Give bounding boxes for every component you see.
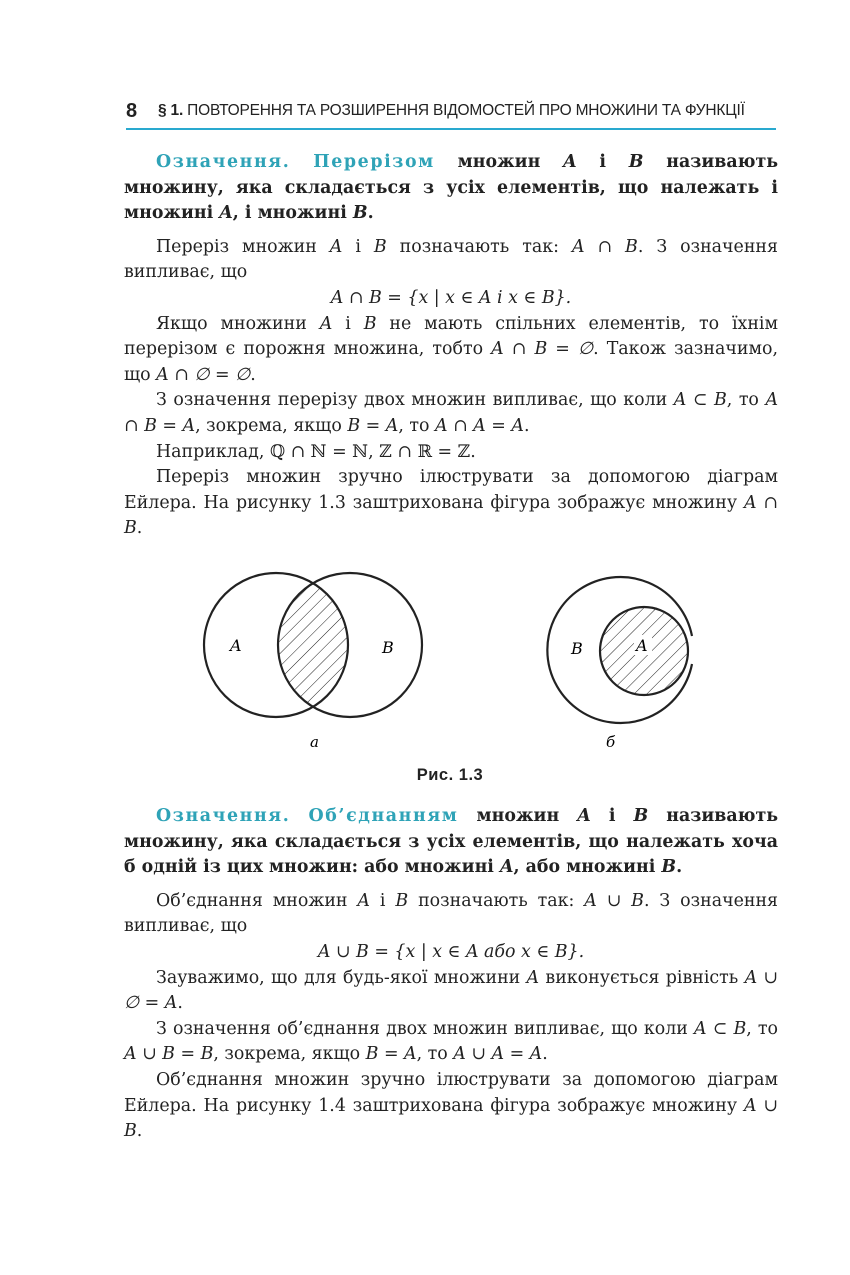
intersection-paragraph-5 [124,465,778,542]
subfigure-label-b: б [606,733,616,751]
diagram-a-intersection [204,573,422,751]
text: позначають так: [386,236,572,257]
def-text: і [590,806,634,826]
text: Зауважимо, що для будь-якої множини [156,967,527,988]
def-text: множин [458,806,578,826]
union-definition [124,804,778,881]
math-B: B [363,313,377,334]
math-expr: A ∪ ∅ = A [124,967,778,1014]
text: . [542,1044,548,1065]
math-expr: A ⊂ B [673,390,727,411]
math-B: B [352,203,368,224]
math-A: A [563,152,577,172]
def-text: , або множині [513,857,662,878]
math-expr: B = A [365,1044,417,1065]
text: не мають спільних елементів, то їхнім перерізом є порожня множина, тобто [124,313,779,360]
formula-text: A ∩ B = {x | x ∈ A і x ∈ B}. [330,287,572,308]
section-title-text: ПОВТОРЕННЯ ТА РОЗШИРЕННЯ ВІДОМОСТЕЙ ПРО МНОЖИНИ ТА ФУНКЦІЇ [187,102,745,119]
def-text: . [676,857,683,878]
label-B: B [571,639,583,658]
section-title [158,102,745,120]
section-mark: § 1. [158,102,184,119]
label-A: A [230,636,242,655]
definition-term: Об’єднанням [308,806,459,826]
text: , зокрема, якщо [195,415,348,436]
formula-text: A ∪ B = {x | x ∈ A або x ∈ B}. [317,941,585,962]
text: . [177,993,183,1014]
math-expr: A ∪ B = B [124,1044,214,1065]
union-formula [124,940,778,966]
def-text: називають множину, яка складається з усіх елементів, що належать і множині [124,152,779,224]
math-A: A [219,203,233,224]
text: , то [746,1018,779,1039]
union-paragraph-3 [124,1017,778,1068]
text: , то [416,1044,454,1065]
math-A: A [329,236,343,257]
math-expr: A ∩ B = A [124,390,778,436]
intersection-paragraph-3 [124,388,778,439]
math-B: B [661,857,677,878]
figure-caption: Рис. 1.3 [416,766,484,784]
text: , зокрема, якщо [213,1044,366,1065]
text: , то [726,390,766,411]
text: . З означення випливає, що [124,890,779,937]
text: , то [398,415,435,436]
intersection-formula [124,286,778,312]
text: Об’єднання множин зручно ілюструвати за допомогою діаграм Ейлера. На рисунку 1.4 заштрихована фігура зображує множину [124,1069,778,1116]
definition-label: Означення. [156,806,291,826]
def-text: . [367,203,374,224]
text: Якщо множини [156,313,320,334]
math-expr: A ⊂ B [694,1018,747,1039]
math-expr: A ∪ B [124,1095,778,1142]
def-text: і [576,152,629,172]
text: . Також зазначимо, що [124,339,778,385]
math-expr: A ∩ ∅ = ∅ [156,364,251,385]
subfigure-label-a: а [310,733,319,751]
math-expr: A ∪ B [584,890,644,911]
text: . З означення випливає, що [124,236,778,283]
text: і [369,890,396,911]
intersection-section [124,150,778,542]
text: . [250,364,256,385]
math-expr: A ∩ A = A [435,415,524,436]
text: . [136,1121,143,1142]
text: позначають так: [408,890,585,911]
page-number: 8 [126,100,138,122]
intersection-example: Наприклад, ℚ ∩ ℕ = ℕ, ℤ ∩ ℝ = ℤ. [156,441,476,462]
text: . [523,415,530,436]
intersection-paragraph-1 [124,235,778,286]
math-expr: A ∪ A = A [453,1044,543,1065]
text: Переріз множин [156,236,330,257]
math-expr: A ∩ B = ∅ [491,339,594,360]
text: З означення об’єднання двох множин випливає, що коли [156,1018,695,1039]
definition-term: Перерізом [313,152,435,172]
union-paragraph-2 [124,966,778,1017]
def-text: множин [434,152,564,172]
euler-diagram-figure [190,565,710,765]
text: . [136,518,143,539]
text: Об’єднання множин [156,890,358,911]
math-A: A [577,806,591,826]
math-A: A [499,857,514,878]
math-expr: A ∩ B [124,492,778,539]
math-A: A [319,313,333,334]
math-B: B [373,236,387,257]
text: виконується рівність [539,967,745,988]
math-B: B [628,152,644,172]
text: Переріз множин зручно ілюструвати за допомогою діаграм Ейлера. На рисунку 1.3 заштрихована фігура зображує множину [124,467,778,513]
def-text: називають множину, яка складається з усіх елементів, що належать хоча б одній із цих множин: або множині [124,806,779,878]
definition-label: Означення. [156,152,291,172]
label-B: B [382,638,394,657]
text: і [342,236,374,257]
diagram-b-subset [547,577,692,751]
math-A: A [357,890,370,911]
union-paragraph-1 [124,889,778,940]
math-A: A [526,967,540,988]
label-A: A [636,636,648,655]
union-section [124,804,778,1145]
math-expr: A ∩ B [571,236,638,257]
text: З означення перерізу двох множин випливає, що коли [156,390,674,411]
page-header [126,98,776,130]
union-paragraph-4 [124,1068,778,1145]
def-text: , і множині [232,203,353,224]
text: і [332,313,364,334]
math-B: B [395,890,409,911]
math-expr: B = A [347,415,399,436]
math-B: B [633,806,649,826]
intersection-definition [124,150,778,227]
intersection-paragraph-2 [124,312,778,389]
